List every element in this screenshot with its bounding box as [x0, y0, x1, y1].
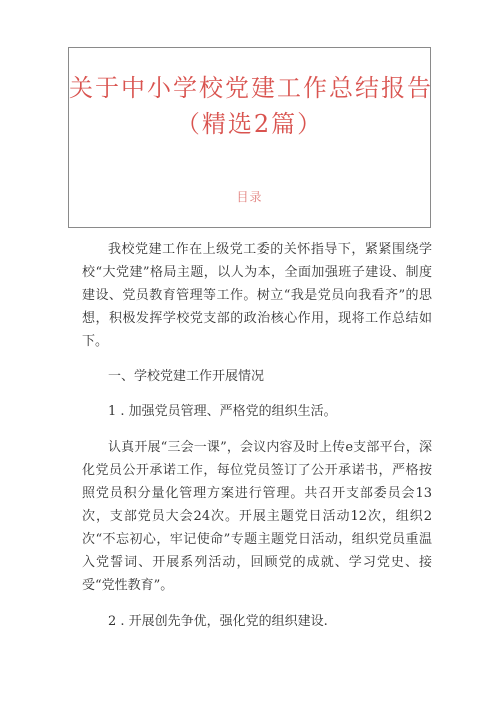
document-body	[82, 238, 432, 633]
document-subtitle: （精选2篇）	[175, 110, 324, 138]
document-title: 关于中小学校党建工作总结报告	[69, 74, 433, 102]
item-heading-2: 2 . 开展创先争优，强化党的组织建设.	[108, 614, 328, 629]
item-heading-1: 1 . 加强党员管理、严格党的组织生活。	[108, 404, 337, 419]
toc-link[interactable]: 目录	[236, 190, 263, 204]
section-heading: 一、学校党建工作开展情况	[108, 369, 265, 384]
intro-paragraph: 我校党建工作在上级党工委的关怀指导下，紧紧围绕学校“大党建”格局主题，以人为本，全面加强班子建设、制度建设、党员教育管理等工作。树立“我是党员向我看齐”的思想，积极发挥学校党支部的政治核心作用，现将工作总结如下。	[82, 242, 432, 349]
cover-box	[68, 47, 431, 228]
item-body-1: 认真开展“三会一课”，会议内容及时上传e支部平台，深化党员公开承诺工作，每位党员签订了公开承诺书，严格按照党员积分量化管理方案进行管理。共召开支部委员会13次，支部党员大会24次。开展主题党日活动12次，组织2次“不忘初心，牢记使命”专题主题党日活动，组织党员重温入党誓词、开展系列活动，回顾党的成就、学习党史、接受“党性教育”。	[82, 440, 432, 593]
